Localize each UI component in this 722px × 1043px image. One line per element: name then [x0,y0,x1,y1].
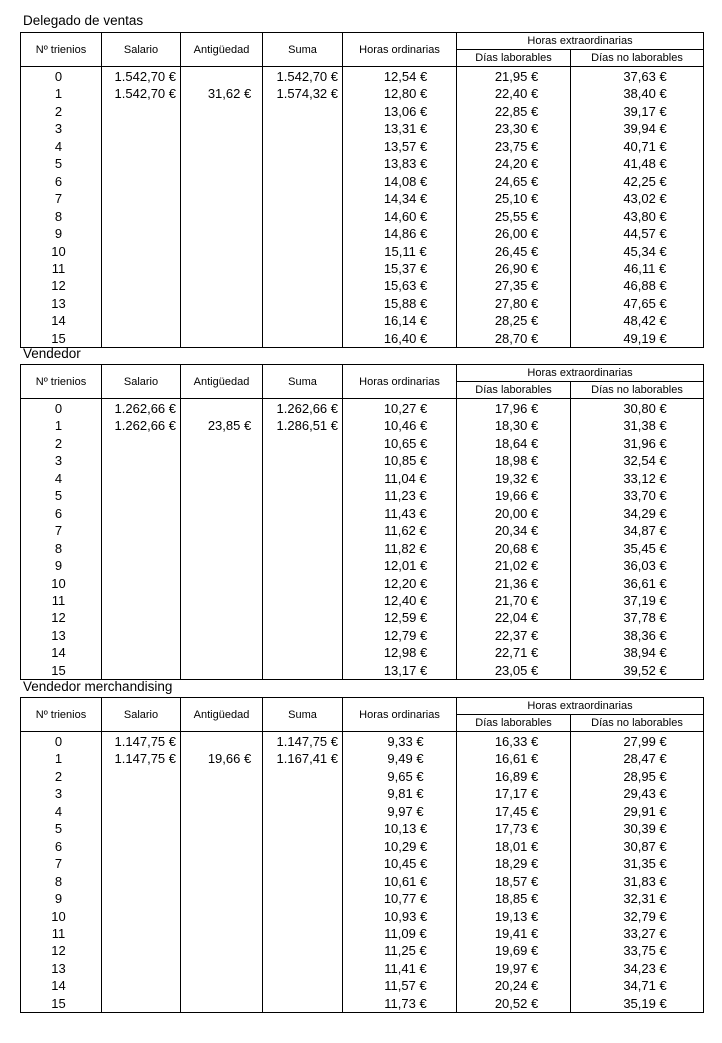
cell-dias-no-laborables: 40,71 € [571,138,704,155]
cell-trienios: 11 [21,260,102,277]
cell-dias-no-laborables: 39,17 € [571,103,704,120]
cell-horas-ordinarias: 13,06 € [343,103,457,120]
cell-trienios: 7 [21,855,102,872]
cell-dias-laborables: 21,95 € [457,67,571,86]
cell-trienios: 4 [21,470,102,487]
cell-dias-no-laborables: 27,99 € [571,732,704,751]
cell-dias-laborables: 19,66 € [457,487,571,504]
cell-horas-ordinarias: 11,41 € [343,960,457,977]
cell-dias-laborables: 18,98 € [457,452,571,469]
table-row [21,925,704,942]
cell-horas-ordinarias: 9,81 € [343,785,457,802]
cell-antiguedad [181,803,263,820]
cell-dias-no-laborables: 35,19 € [571,995,704,1013]
cell-suma [263,995,343,1013]
cell-trienios: 0 [21,732,102,751]
cell-dias-no-laborables: 34,87 € [571,522,704,539]
cell-horas-ordinarias: 9,49 € [343,750,457,767]
cell-trienios: 15 [21,995,102,1013]
table-row [21,820,704,837]
cell-salario [102,942,181,959]
cell-suma [263,785,343,802]
cell-dias-laborables: 23,05 € [457,662,571,680]
cell-trienios: 2 [21,103,102,120]
cell-dias-no-laborables: 47,65 € [571,295,704,312]
cell-dias-no-laborables: 44,57 € [571,225,704,242]
cell-salario [102,908,181,925]
cell-salario [102,768,181,785]
cell-trienios: 8 [21,208,102,225]
cell-dias-no-laborables: 42,25 € [571,173,704,190]
cell-antiguedad [181,855,263,872]
cell-antiguedad [181,942,263,959]
cell-suma: 1.542,70 € [263,67,343,86]
cell-dias-laborables: 17,45 € [457,803,571,820]
cell-dias-no-laborables: 37,78 € [571,609,704,626]
cell-antiguedad [181,890,263,907]
cell-horas-ordinarias: 11,43 € [343,505,457,522]
cell-antiguedad [181,785,263,802]
cell-dias-laborables: 17,73 € [457,820,571,837]
header-salario: Salario [102,698,181,732]
cell-antiguedad [181,908,263,925]
cell-salario: 1.147,75 € [102,750,181,767]
cell-trienios: 6 [21,505,102,522]
cell-trienios: 14 [21,312,102,329]
cell-horas-ordinarias: 9,97 € [343,803,457,820]
cell-suma: 1.262,66 € [263,399,343,418]
cell-antiguedad [181,838,263,855]
cell-trienios: 10 [21,908,102,925]
cell-horas-ordinarias: 16,40 € [343,330,457,348]
cell-trienios: 3 [21,452,102,469]
cell-horas-ordinarias: 9,65 € [343,768,457,785]
cell-suma: 1.574,32 € [263,85,343,102]
cell-horas-ordinarias: 10,29 € [343,838,457,855]
cell-suma [263,908,343,925]
cell-dias-no-laborables: 35,45 € [571,540,704,557]
cell-horas-ordinarias: 12,80 € [343,85,457,102]
cell-salario [102,925,181,942]
cell-dias-laborables: 27,80 € [457,295,571,312]
cell-horas-ordinarias: 14,86 € [343,225,457,242]
cell-dias-no-laborables: 43,02 € [571,190,704,207]
cell-trienios: 4 [21,138,102,155]
cell-dias-no-laborables: 38,94 € [571,644,704,661]
cell-dias-no-laborables: 34,71 € [571,977,704,994]
cell-dias-laborables: 23,75 € [457,138,571,155]
cell-trienios: 12 [21,277,102,294]
cell-trienios: 12 [21,609,102,626]
cell-dias-laborables: 21,02 € [457,557,571,574]
cell-trienios: 9 [21,890,102,907]
cell-dias-laborables: 18,85 € [457,890,571,907]
cell-suma [263,768,343,785]
header-salario: Salario [102,365,181,399]
cell-horas-ordinarias: 11,82 € [343,540,457,557]
cell-salario: 1.542,70 € [102,67,181,86]
cell-horas-ordinarias: 12,01 € [343,557,457,574]
cell-dias-no-laborables: 39,52 € [571,662,704,680]
cell-dias-no-laborables: 32,31 € [571,890,704,907]
header-trienios: Nº trienios [21,698,102,732]
cell-horas-ordinarias: 12,59 € [343,609,457,626]
cell-trienios: 3 [21,785,102,802]
header-antiguedad: Antigüedad [181,365,263,399]
cell-trienios: 7 [21,190,102,207]
cell-dias-laborables: 16,61 € [457,750,571,767]
table-row [21,855,704,872]
cell-suma [263,803,343,820]
cell-dias-no-laborables: 39,94 € [571,120,704,137]
cell-salario [102,820,181,837]
header-suma: Suma [263,33,343,67]
cell-dias-no-laborables: 34,29 € [571,505,704,522]
cell-horas-ordinarias: 12,20 € [343,575,457,592]
cell-dias-no-laborables: 30,80 € [571,399,704,418]
cell-trienios: 10 [21,575,102,592]
cell-horas-ordinarias: 11,04 € [343,470,457,487]
cell-dias-laborables: 20,34 € [457,522,571,539]
cell-horas-ordinarias: 11,23 € [343,487,457,504]
cell-trienios: 2 [21,768,102,785]
cell-trienios: 6 [21,173,102,190]
cell-dias-no-laborables: 37,19 € [571,592,704,609]
cell-trienios: 4 [21,803,102,820]
header-suma: Suma [263,365,343,399]
cell-horas-ordinarias: 16,14 € [343,312,457,329]
table-row [21,960,704,977]
table-row [21,732,704,751]
cell-antiguedad [181,873,263,890]
cell-salario [102,995,181,1013]
cell-trienios: 5 [21,155,102,172]
cell-dias-laborables: 18,64 € [457,435,571,452]
table-row [21,977,704,994]
cell-trienios: 13 [21,627,102,644]
section-title: Delegado de ventas [23,13,144,28]
header-antiguedad: Antigüedad [181,33,263,67]
cell-salario [102,960,181,977]
cell-dias-laborables: 22,71 € [457,644,571,661]
cell-horas-ordinarias: 10,46 € [343,417,457,434]
cell-dias-no-laborables: 31,35 € [571,855,704,872]
cell-horas-ordinarias: 10,93 € [343,908,457,925]
cell-horas-ordinarias: 15,63 € [343,277,457,294]
header-horas-ordinarias: Horas ordinarias [343,698,457,732]
cell-horas-ordinarias: 13,57 € [343,138,457,155]
table-row [21,803,704,820]
header-trienios: Nº trienios [21,33,102,67]
cell-horas-ordinarias: 11,09 € [343,925,457,942]
cell-antiguedad: 31,62 € [181,85,263,102]
table-row [21,942,704,959]
cell-horas-ordinarias: 14,08 € [343,173,457,190]
cell-dias-no-laborables: 46,88 € [571,277,704,294]
cell-trienios: 0 [21,67,102,86]
cell-dias-laborables: 25,55 € [457,208,571,225]
header-dias-laborables: Días laborables [457,715,571,732]
table-row [21,995,704,1013]
cell-suma [263,977,343,994]
cell-dias-laborables: 22,37 € [457,627,571,644]
cell-horas-ordinarias: 14,60 € [343,208,457,225]
cell-dias-laborables: 28,25 € [457,312,571,329]
header-horas-extraordinarias: Horas extraordinarias [457,365,704,382]
cell-horas-ordinarias: 11,57 € [343,977,457,994]
cell-dias-laborables: 17,17 € [457,785,571,802]
cell-trienios: 6 [21,838,102,855]
cell-dias-laborables: 19,41 € [457,925,571,942]
cell-dias-laborables: 21,70 € [457,592,571,609]
cell-dias-no-laborables: 36,03 € [571,557,704,574]
cell-trienios: 14 [21,977,102,994]
cell-horas-ordinarias: 13,17 € [343,662,457,680]
cell-trienios: 9 [21,225,102,242]
cell-dias-laborables: 19,69 € [457,942,571,959]
cell-dias-laborables: 22,85 € [457,103,571,120]
cell-salario [102,838,181,855]
cell-dias-no-laborables: 33,75 € [571,942,704,959]
cell-antiguedad [181,925,263,942]
cell-salario: 1.262,66 € [102,399,181,418]
cell-antiguedad [181,960,263,977]
cell-horas-ordinarias: 13,31 € [343,120,457,137]
cell-suma: 1.167,41 € [263,750,343,767]
cell-dias-laborables: 22,40 € [457,85,571,102]
cell-dias-laborables: 20,00 € [457,505,571,522]
cell-dias-no-laborables: 48,42 € [571,312,704,329]
header-dias-laborables: Días laborables [457,382,571,399]
cell-trienios: 1 [21,417,102,434]
cell-dias-laborables: 20,24 € [457,977,571,994]
cell-trienios: 13 [21,960,102,977]
cell-trienios: 9 [21,557,102,574]
cell-antiguedad: 23,85 € [181,417,263,434]
cell-horas-ordinarias: 15,88 € [343,295,457,312]
cell-dias-laborables: 18,57 € [457,873,571,890]
cell-trienios: 15 [21,330,102,348]
cell-dias-no-laborables: 31,83 € [571,873,704,890]
cell-horas-ordinarias: 10,85 € [343,452,457,469]
cell-horas-ordinarias: 10,77 € [343,890,457,907]
cell-suma [263,960,343,977]
cell-horas-ordinarias: 10,27 € [343,399,457,418]
cell-salario: 1.542,70 € [102,85,181,102]
cell-dias-laborables: 16,89 € [457,768,571,785]
header-dias-laborables: Días laborables [457,50,571,67]
salary-section-merchandising [20,0,703,1015]
cell-dias-laborables: 21,36 € [457,575,571,592]
cell-dias-laborables: 23,30 € [457,120,571,137]
cell-horas-ordinarias: 9,33 € [343,732,457,751]
cell-dias-no-laborables: 31,38 € [571,417,704,434]
cell-horas-ordinarias: 12,40 € [343,592,457,609]
cell-suma: 1.147,75 € [263,732,343,751]
cell-dias-laborables: 22,04 € [457,609,571,626]
cell-trienios: 0 [21,399,102,418]
cell-salario [102,977,181,994]
cell-trienios: 1 [21,750,102,767]
header-horas-extraordinarias: Horas extraordinarias [457,33,704,50]
cell-dias-no-laborables: 36,61 € [571,575,704,592]
cell-dias-no-laborables: 43,80 € [571,208,704,225]
table-row [21,768,704,785]
cell-dias-laborables: 18,29 € [457,855,571,872]
cell-dias-no-laborables: 49,19 € [571,330,704,348]
cell-trienios: 11 [21,592,102,609]
cell-trienios: 8 [21,540,102,557]
table-row [21,750,704,767]
cell-salario: 1.147,75 € [102,732,181,751]
cell-trienios: 5 [21,820,102,837]
cell-dias-no-laborables: 28,47 € [571,750,704,767]
cell-horas-ordinarias: 12,54 € [343,67,457,86]
cell-dias-no-laborables: 34,23 € [571,960,704,977]
cell-suma: 1.286,51 € [263,417,343,434]
cell-dias-laborables: 19,97 € [457,960,571,977]
cell-horas-ordinarias: 11,73 € [343,995,457,1013]
cell-suma [263,925,343,942]
cell-dias-no-laborables: 33,70 € [571,487,704,504]
cell-dias-laborables: 18,01 € [457,838,571,855]
cell-trienios: 3 [21,120,102,137]
header-horas-ordinarias: Horas ordinarias [343,33,457,67]
cell-dias-laborables: 17,96 € [457,399,571,418]
cell-suma [263,838,343,855]
cell-horas-ordinarias: 14,34 € [343,190,457,207]
cell-horas-ordinarias: 12,79 € [343,627,457,644]
header-trienios: Nº trienios [21,365,102,399]
cell-salario [102,890,181,907]
cell-horas-ordinarias: 15,37 € [343,260,457,277]
cell-antiguedad [181,995,263,1013]
cell-dias-no-laborables: 29,43 € [571,785,704,802]
cell-dias-laborables: 25,10 € [457,190,571,207]
cell-suma [263,873,343,890]
cell-dias-no-laborables: 31,96 € [571,435,704,452]
cell-horas-ordinarias: 10,65 € [343,435,457,452]
cell-dias-no-laborables: 33,12 € [571,470,704,487]
section-title: Vendedor [23,346,81,361]
cell-dias-no-laborables: 46,11 € [571,260,704,277]
table-row [21,785,704,802]
cell-dias-laborables: 24,65 € [457,173,571,190]
cell-suma [263,820,343,837]
cell-dias-no-laborables: 45,34 € [571,243,704,260]
cell-antiguedad [181,768,263,785]
cell-dias-no-laborables: 38,36 € [571,627,704,644]
header-horas-ordinarias: Horas ordinarias [343,365,457,399]
cell-horas-ordinarias: 10,61 € [343,873,457,890]
cell-trienios: 5 [21,487,102,504]
cell-horas-ordinarias: 11,62 € [343,522,457,539]
cell-dias-laborables: 24,20 € [457,155,571,172]
cell-trienios: 11 [21,925,102,942]
cell-dias-no-laborables: 30,87 € [571,838,704,855]
cell-dias-laborables: 19,13 € [457,908,571,925]
cell-dias-no-laborables: 37,63 € [571,67,704,86]
cell-dias-laborables: 26,45 € [457,243,571,260]
cell-dias-laborables: 18,30 € [457,417,571,434]
cell-suma [263,890,343,907]
cell-dias-laborables: 20,52 € [457,995,571,1013]
header-dias-no-laborables: Días no laborables [571,382,704,399]
cell-trienios: 1 [21,85,102,102]
cell-trienios: 13 [21,295,102,312]
header-salario: Salario [102,33,181,67]
header-antiguedad: Antigüedad [181,698,263,732]
section-title: Vendedor merchandising [23,679,173,694]
cell-trienios: 14 [21,644,102,661]
cell-salario [102,803,181,820]
salary-table [20,697,704,1013]
table-row [21,838,704,855]
cell-trienios: 2 [21,435,102,452]
cell-antiguedad [181,732,263,751]
cell-dias-laborables: 28,70 € [457,330,571,348]
header-suma: Suma [263,698,343,732]
cell-dias-no-laborables: 38,40 € [571,85,704,102]
cell-horas-ordinarias: 12,98 € [343,644,457,661]
cell-trienios: 15 [21,662,102,680]
cell-trienios: 8 [21,873,102,890]
cell-dias-laborables: 26,90 € [457,260,571,277]
header-dias-no-laborables: Días no laborables [571,715,704,732]
cell-dias-laborables: 26,00 € [457,225,571,242]
cell-dias-laborables: 19,32 € [457,470,571,487]
cell-suma [263,855,343,872]
cell-salario [102,855,181,872]
table-row [21,908,704,925]
cell-trienios: 10 [21,243,102,260]
cell-antiguedad: 19,66 € [181,750,263,767]
cell-dias-no-laborables: 41,48 € [571,155,704,172]
cell-antiguedad [181,820,263,837]
cell-dias-laborables: 27,35 € [457,277,571,294]
cell-horas-ordinarias: 15,11 € [343,243,457,260]
cell-dias-no-laborables: 29,91 € [571,803,704,820]
cell-salario: 1.262,66 € [102,417,181,434]
cell-suma [263,942,343,959]
header-horas-extraordinarias: Horas extraordinarias [457,698,704,715]
cell-dias-no-laborables: 28,95 € [571,768,704,785]
cell-dias-no-laborables: 32,54 € [571,452,704,469]
cell-horas-ordinarias: 13,83 € [343,155,457,172]
header-dias-no-laborables: Días no laborables [571,50,704,67]
cell-salario [102,873,181,890]
cell-dias-laborables: 20,68 € [457,540,571,557]
cell-salario [102,785,181,802]
cell-dias-no-laborables: 32,79 € [571,908,704,925]
cell-dias-laborables: 16,33 € [457,732,571,751]
table-row [21,890,704,907]
cell-horas-ordinarias: 10,13 € [343,820,457,837]
table-row [21,873,704,890]
cell-dias-no-laborables: 30,39 € [571,820,704,837]
cell-dias-no-laborables: 33,27 € [571,925,704,942]
cell-horas-ordinarias: 10,45 € [343,855,457,872]
cell-horas-ordinarias: 11,25 € [343,942,457,959]
cell-antiguedad [181,977,263,994]
cell-trienios: 12 [21,942,102,959]
cell-trienios: 7 [21,522,102,539]
